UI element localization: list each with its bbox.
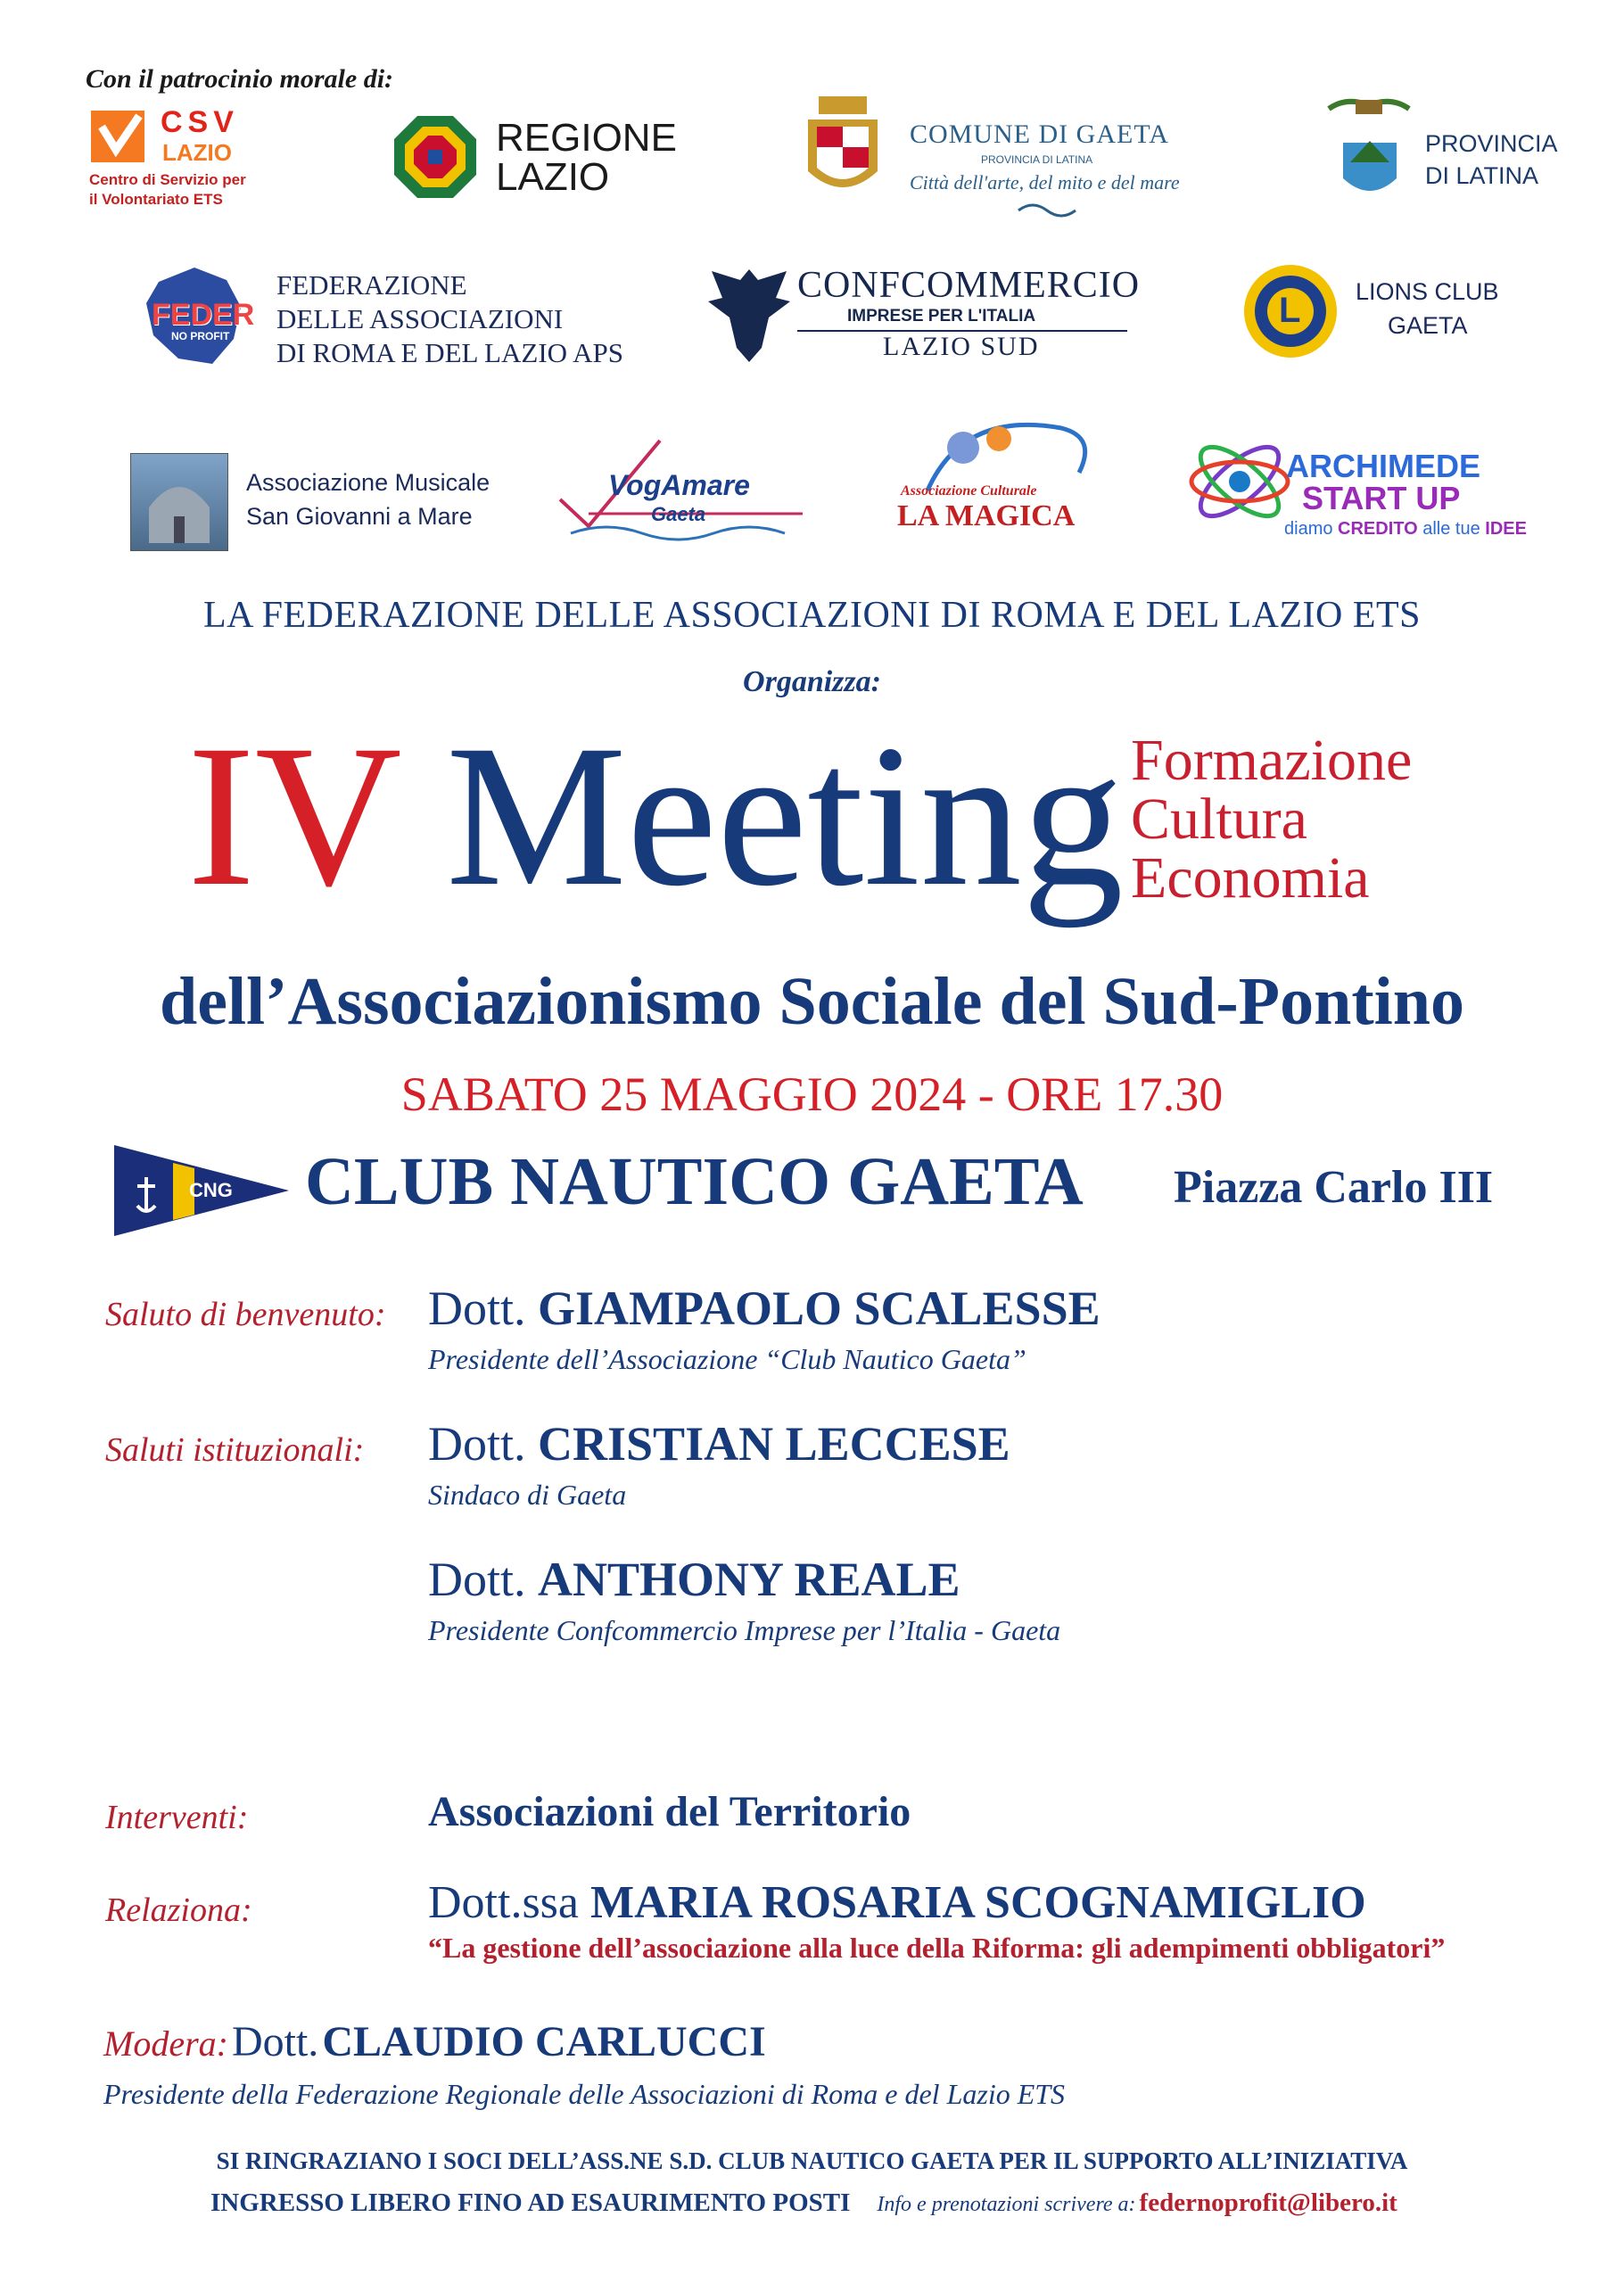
- report-label: Relaziona:: [105, 1892, 252, 1929]
- feder-line-1: FEDERAZIONE: [276, 269, 467, 301]
- archimede-line-3: [1284, 519, 1527, 540]
- regione-emblem-icon: [392, 114, 478, 200]
- interventions-text: Associazioni del Territorio: [428, 1788, 911, 1835]
- welcome-name: GIAMPAOLO SCALESSE: [538, 1282, 1101, 1335]
- tag-cultura: Cultura: [1131, 787, 1307, 852]
- moderator-title: Dott.: [231, 2018, 319, 2065]
- atom-icon: [1186, 410, 1293, 544]
- feder-badge: FEDER: [152, 298, 255, 332]
- archimede-tag-b: CREDITO: [1338, 519, 1418, 539]
- report-title: Dott.ssa: [428, 1877, 579, 1928]
- moderator-line: [103, 2017, 766, 2066]
- venue-address: Piazza Carlo III: [1174, 1162, 1494, 1213]
- vogamare-line-2: Gaeta: [651, 503, 706, 525]
- provincia-crest-icon: [1320, 96, 1418, 207]
- institutional-speaker-2: [428, 1552, 960, 1607]
- organizer-heading: LA FEDERAZIONE DELLE ASSOCIAZIONI DI ROMA E DEL LAZIO ETS: [203, 595, 1421, 636]
- comune-gaeta-logo: [803, 93, 1213, 227]
- csv-desc-1: Centro di Servizio per: [89, 171, 246, 188]
- musicale-line-1: Associazione Musicale: [246, 469, 490, 496]
- cng-flag-label: CNG: [189, 1179, 233, 1201]
- footer-entry-line: [210, 2188, 1397, 2218]
- report-topic: “La gestione dell’associazione alla luce della Riforma: gli adempimenti obbligatori”: [428, 1932, 1446, 1964]
- welcome-label: Saluto di benvenuto:: [105, 1296, 386, 1333]
- gaeta-crest-icon: [803, 93, 883, 203]
- tag-economia: Economia: [1131, 845, 1370, 911]
- feder-badge-sub: NO PROFIT: [171, 330, 230, 342]
- feder-line-3: DI ROMA E DEL LAZIO APS: [276, 337, 623, 368]
- confcommercio-line-3: LAZIO SUD: [883, 332, 1040, 361]
- provincia-latina-logo: [1320, 96, 1587, 212]
- institutional-name-1: CRISTIAN LECCESE: [538, 1417, 1010, 1471]
- footer-info-label: Info e prenotazioni scrivere a:: [877, 2193, 1136, 2216]
- confcommercio-line-1: CONFCOMMERCIO: [797, 265, 1141, 306]
- csv-checkmark-icon: [89, 107, 152, 169]
- welcome-title: Dott.: [428, 1282, 526, 1335]
- institutional-name-2: ANTHONY REALE: [538, 1553, 960, 1606]
- vogamare-logo: [553, 428, 812, 544]
- magica-line-1: Associazione Culturale: [901, 483, 1037, 499]
- report-name: MARIA ROSARIA SCOGNAMIGLIO: [590, 1877, 1366, 1928]
- venue-name: CLUB NAUTICO GAETA: [305, 1144, 1084, 1219]
- interventions-label: Interventi:: [105, 1799, 249, 1836]
- lions-line-2: GAETA: [1388, 312, 1468, 339]
- la-magica-logo: [892, 410, 1106, 544]
- welcome-role: Presidente dell’Associazione “Club Nautico Gaeta”: [428, 1343, 1026, 1375]
- confcommercio-logo: [705, 260, 1141, 367]
- title-tags: [1131, 728, 1413, 911]
- confcommercio-line-2: IMPRESE PER L'ITALIA: [847, 307, 1036, 326]
- institutional-label: Saluti istituzionali:: [105, 1431, 365, 1469]
- church-photo-icon: [130, 453, 228, 551]
- title-roman-numeral: IV: [187, 704, 402, 928]
- archimede-tag-d: IDEE: [1485, 519, 1527, 539]
- lions-badge: L: [1279, 291, 1301, 330]
- institutional-title-2: Dott.: [428, 1553, 526, 1606]
- footer-thanks: SI RINGRAZIANO I SOCI DELL’ASS.NE S.D. CLUB NAUTICO GAETA PER IL SUPPORTO ALL’INIZIATIVA: [216, 2147, 1408, 2174]
- moderator-name: CLAUDIO CARLUCCI: [322, 2018, 766, 2065]
- regione-line-2: LAZIO: [496, 155, 610, 199]
- vogamare-line-1: VogAmare: [608, 469, 750, 501]
- lions-line-1: LIONS CLUB: [1356, 278, 1499, 305]
- musicale-logo: [130, 453, 505, 551]
- feder-logo: [141, 264, 640, 371]
- report-speaker: [428, 1876, 1366, 1929]
- eagle-icon: [705, 262, 794, 366]
- moderator-role: Presidente della Federazione Regionale delle Associazioni di Roma e del Lazio ETS: [103, 2078, 1066, 2110]
- magica-line-2: LA MAGICA: [897, 499, 1076, 532]
- feder-line-2: DELLE ASSOCIAZIONI: [276, 303, 564, 334]
- csv-desc-2: il Volontariato ETS: [89, 191, 223, 208]
- regione-lazio-logo: [392, 114, 696, 203]
- footer-email[interactable]: federnoprofit@libero.it: [1139, 2188, 1397, 2217]
- wave-icon: [1017, 198, 1079, 219]
- footer-entry: INGRESSO LIBERO FINO AD ESAURIMENTO POSTI: [210, 2188, 851, 2217]
- csv-subtitle: LAZIO: [162, 139, 232, 166]
- regione-line-1: REGIONE: [496, 116, 677, 160]
- archimede-line-1: ARCHIMEDE: [1286, 448, 1481, 484]
- comune-line-1: COMUNE DI GAETA: [910, 120, 1169, 149]
- institutional-speaker-1: [428, 1416, 1010, 1471]
- tag-formazione: Formazione: [1131, 728, 1413, 793]
- csv-lazio-logo: [89, 105, 268, 212]
- archimede-logo: [1186, 410, 1543, 553]
- institutional-role-2: Presidente Confcommercio Imprese per l’Italia - Gaeta: [428, 1614, 1061, 1646]
- provincia-line-2: DI LATINA: [1425, 162, 1539, 189]
- patronage-label: Con il patrocinio morale di:: [86, 64, 394, 94]
- provincia-line-1: PROVINCIA: [1425, 130, 1558, 157]
- comune-line-2: PROVINCIA DI LATINA: [981, 153, 1093, 166]
- lions-club-logo: [1241, 262, 1527, 366]
- csv-title: CSV: [161, 105, 239, 139]
- musicale-line-2: San Giovanni a Mare: [246, 503, 473, 530]
- institutional-title-1: Dott.: [428, 1417, 526, 1471]
- welcome-speaker: [428, 1281, 1101, 1336]
- archimede-tag-c: alle tue: [1417, 519, 1486, 539]
- archimede-line-2: START UP: [1302, 480, 1461, 516]
- subtitle: dell’Associazionismo Sociale del Sud-Pontino: [159, 964, 1465, 1039]
- archimede-tag-a: diamo: [1284, 519, 1339, 539]
- organizza-label: Organizza:: [743, 665, 881, 698]
- moderator-label: Modera:: [103, 2023, 228, 2064]
- title-meeting: Meeting: [446, 704, 1124, 928]
- comune-line-3: Città dell'arte, del mito e del mare: [910, 171, 1180, 194]
- event-date: SABATO 25 MAGGIO 2024 - ORE 17.30: [400, 1067, 1224, 1121]
- institutional-role-1: Sindaco di Gaeta: [428, 1479, 627, 1511]
